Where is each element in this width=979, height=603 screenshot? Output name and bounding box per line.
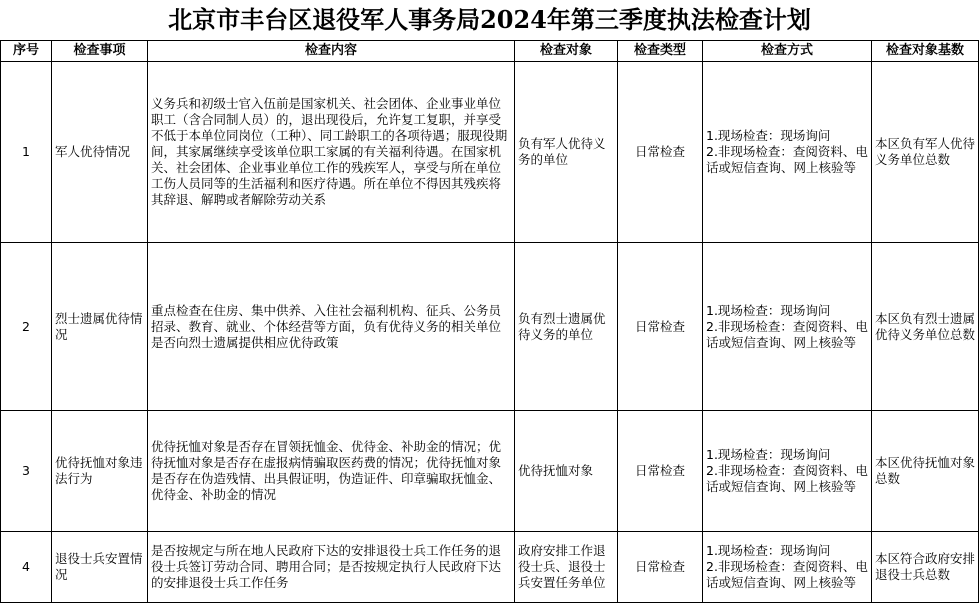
method-offsite: 2.非现场检查：查阅资料、电话或短信查询、网上核验等 bbox=[706, 463, 868, 494]
cell-target: 优待抚恤对象 bbox=[515, 411, 618, 532]
cell-method bbox=[703, 243, 872, 411]
table-row bbox=[1, 243, 979, 411]
cell-target: 政府安排工作退役士兵、退役士兵安置任务单位 bbox=[515, 532, 618, 603]
cell-content: 重点检查在住房、集中供养、入住社会福利机构、征兵、公务员招录、教育、就业、个体经营等方面，负有优待义务的相关单位是否向烈士遗属提供相应优待政策 bbox=[148, 243, 515, 411]
cell-content: 是否按规定与所在地人民政府下达的安排退役士兵工作任务的退役士兵签订劳动合同、聘用合同；是否按规定执行人民政府下达的安排退役士兵工作任务 bbox=[148, 532, 515, 603]
header-item: 检查事项 bbox=[52, 41, 148, 62]
cell-target: 负有军人优待义务的单位 bbox=[515, 62, 618, 243]
cell-method bbox=[703, 532, 872, 603]
cell-content: 义务兵和初级士官入伍前是国家机关、社会团体、企业事业单位职工（含合同制人员）的，退出现役后，允许复工复职，并享受不低于本单位同岗位（工种）、同工龄职工的各项待遇；服现役期间，其家属继续享受该单位职工家属的有关福利待遇。在国家机关、社会团体、企业事业单位工作的残疾军人，享受与所在单位工伤人员同等的生活福利和医疗待遇。所在单位不得因其残疾将其辞退、解聘或者解除劳动关系 bbox=[148, 62, 515, 243]
cell-type: 日常检查 bbox=[618, 62, 703, 243]
header-base: 检查对象基数 bbox=[872, 41, 979, 62]
cell-target: 负有烈士遗属优待义务的单位 bbox=[515, 243, 618, 411]
method-offsite: 2.非现场检查：查阅资料、电话或短信查询、网上核验等 bbox=[706, 559, 868, 590]
cell-method bbox=[703, 411, 872, 532]
cell-item: 军人优待情况 bbox=[52, 62, 148, 243]
header-no: 序号 bbox=[1, 41, 52, 62]
cell-item: 退役士兵安置情况 bbox=[52, 532, 148, 603]
method-onsite: 1.现场检查：现场询问 bbox=[706, 302, 831, 318]
cell-base: 本区负有烈士遗属优待义务单位总数 bbox=[872, 243, 979, 411]
inspection-plan-table bbox=[0, 40, 979, 603]
page-title: 北京市丰台区退役军人事务局2024年第三季度执法检查计划 bbox=[168, 5, 811, 34]
header-method: 检查方式 bbox=[703, 41, 872, 62]
cell-base: 本区负有军人优待义务单位总数 bbox=[872, 62, 979, 243]
cell-item: 优待抚恤对象违法行为 bbox=[52, 411, 148, 532]
cell-no: 3 bbox=[1, 411, 52, 532]
cell-base: 本区符合政府安排退役士兵总数 bbox=[872, 532, 979, 603]
method-offsite: 2.非现场检查：查阅资料、电话或短信查询、网上核验等 bbox=[706, 144, 868, 175]
header-target: 检查对象 bbox=[515, 41, 618, 62]
header-content: 检查内容 bbox=[148, 41, 515, 62]
cell-item: 烈士遗属优待情况 bbox=[52, 243, 148, 411]
cell-content: 优待抚恤对象是否存在冒领抚恤金、优待金、补助金的情况；优待抚恤对象是否存在虚报病情骗取医药费的情况；优待抚恤对象是否存在伪造残情、出具假证明，伪造证件、印章骗取抚恤金、优待金、补助金的情况 bbox=[148, 411, 515, 532]
method-onsite: 1.现场检查：现场询问 bbox=[706, 128, 831, 143]
method-onsite: 1.现场检查：现场询问 bbox=[706, 447, 831, 462]
cell-no: 1 bbox=[1, 62, 52, 243]
table-row bbox=[1, 532, 979, 603]
cell-type: 日常检查 bbox=[618, 243, 703, 411]
table-header-row bbox=[1, 41, 979, 62]
table-row bbox=[1, 62, 979, 243]
table-row bbox=[1, 411, 979, 532]
cell-type: 日常检查 bbox=[618, 532, 703, 603]
cell-base: 本区优待抚恤对象总数 bbox=[872, 411, 979, 532]
cell-no: 2 bbox=[1, 243, 52, 411]
method-onsite: 1.现场检查：现场询问 bbox=[706, 543, 831, 558]
cell-method bbox=[703, 62, 872, 243]
cell-type: 日常检查 bbox=[618, 411, 703, 532]
cell-no: 4 bbox=[1, 532, 52, 603]
method-offsite: 2.非现场检查：查阅资料、电话或短信查询、网上核验等 bbox=[706, 318, 868, 350]
header-type: 检查类型 bbox=[618, 41, 703, 62]
